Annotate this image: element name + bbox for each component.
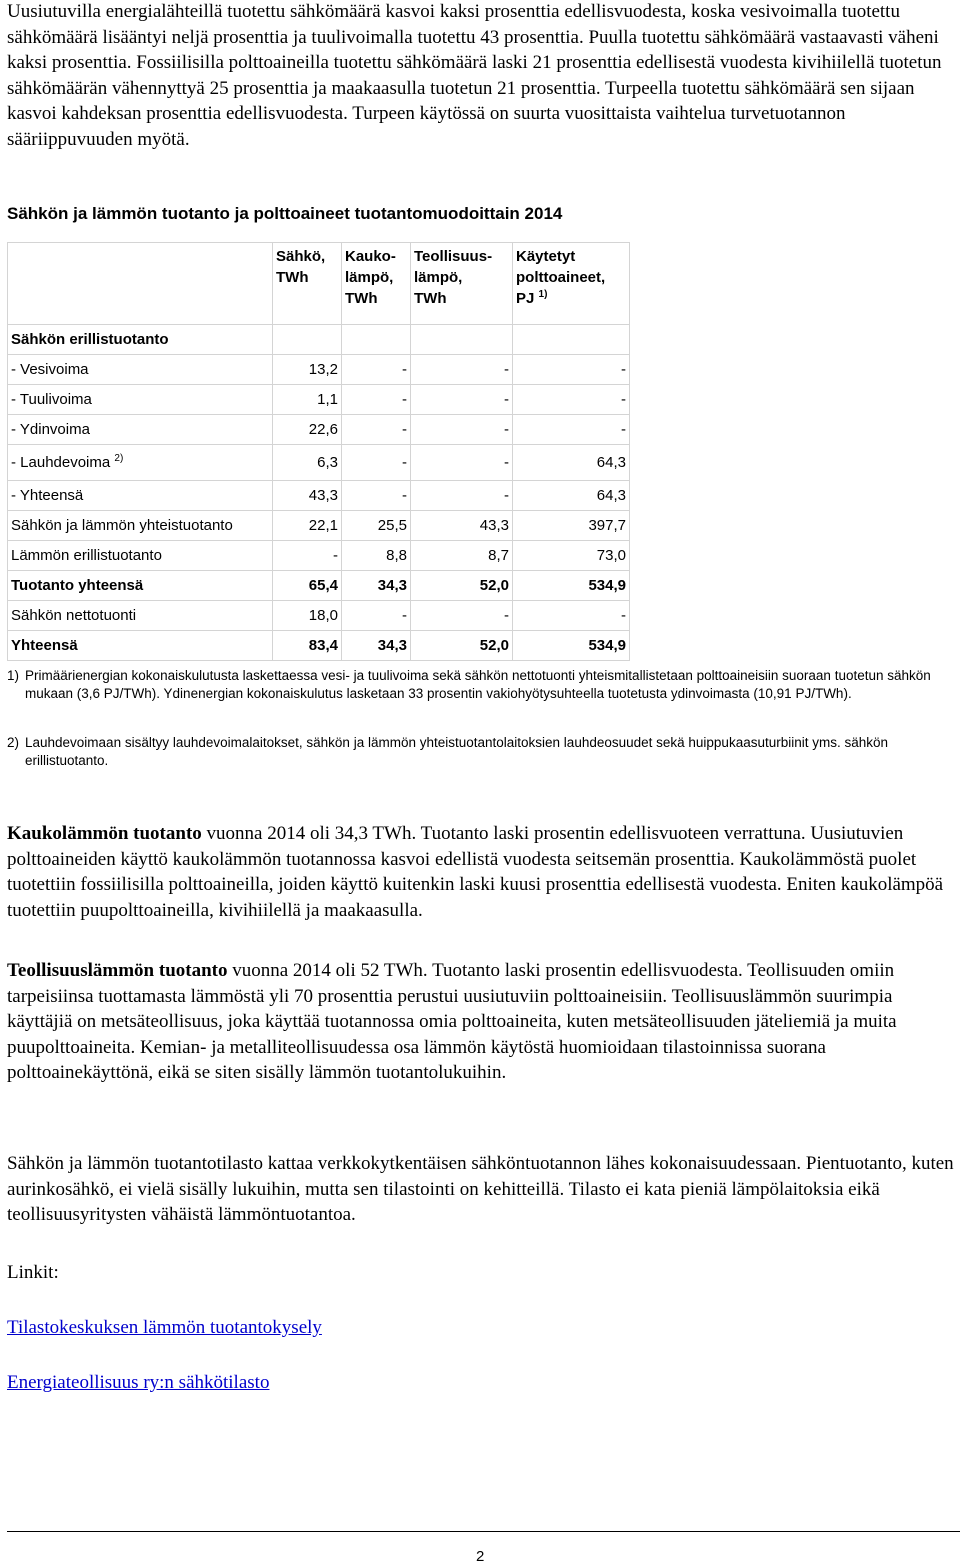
cell-fuels: - (513, 601, 630, 631)
cell-district-heat: - (342, 481, 411, 511)
cell-industrial-heat: - (411, 385, 513, 415)
page-number: 2 (476, 1548, 485, 1565)
table-group-row (8, 325, 630, 355)
table-row (8, 445, 630, 481)
cell-industrial-heat: - (411, 601, 513, 631)
industrial-heat-paragraph: Teollisuuslämmön tuotanto vuonna 2014 oli 52 TWh. Tuotanto laski prosentin edellisvuodesta. Teollisuuden omiin tarpeisiinsa tuottamasta lämmöstä yli 70 prosenttia perustui uusiutuviin polttoaineisiin. Teollisuuslämmön suurimpia käyttäjiä on metsäteollisuus, joka käyttää tuotannossa omia polttoaineita, kuten metsäteollisuuden jäteliemiä ja muita puupolttoaineita. Kemian- ja metalliteollisuudessa osa lämmön käytöstä huomioidaan tilastoinnissa suorana polttoainekäyttönä, eikä se siten sisälly lämmön tuotantolukuihin. (7, 960, 897, 1083)
cell-electricity: 65,4 (273, 571, 342, 601)
footnote-number: 1) (7, 668, 20, 683)
cell-electricity: 83,4 (273, 631, 342, 661)
footnote-number: 2) (7, 735, 20, 750)
cell-district-heat: 25,5 (342, 511, 411, 541)
cell-electricity: - (273, 541, 342, 571)
table-row (8, 631, 630, 661)
cell-electricity: 22,6 (273, 415, 342, 445)
cell-industrial-heat: 52,0 (411, 571, 513, 601)
table-row (8, 511, 630, 541)
row-label: Sähkön nettotuonti (8, 601, 273, 631)
row-label: Sähkön ja lämmön yhteistuotanto (8, 511, 273, 541)
table-row (8, 601, 630, 631)
table-body (8, 355, 630, 661)
footer-divider (7, 1531, 960, 1532)
cell-district-heat: - (342, 385, 411, 415)
header-industrial-heat: Teollisuus- lämpö, TWh (411, 243, 513, 325)
row-label: Tuotanto yhteensä (8, 571, 273, 601)
cell-industrial-heat: 52,0 (411, 631, 513, 661)
cell-industrial-heat: - (411, 355, 513, 385)
row-label: Yhteensä (8, 631, 273, 661)
cell-fuels: 73,0 (513, 541, 630, 571)
cell-fuels: 534,9 (513, 631, 630, 661)
cell-fuels: - (513, 355, 630, 385)
industrial-heat-lead: Teollisuuslämmön tuotanto (7, 960, 228, 981)
table-row (8, 385, 630, 415)
cell-fuels: 64,3 (513, 445, 630, 481)
district-heat-lead: Kaukolämmön tuotanto (7, 823, 202, 844)
footnote-text: Primäärienergian kokonaiskulutusta laskettaessa vesi- ja tuulivoima sekä sähkön nettotuonti yhteismitallistetaan polttoaineisiin suoraan tuotetun sähkön mukaan (3,6 PJ/TWh). Ydinenergian kokonaiskulutus lasketaan 33 prosentin vakiohyötysuhteella tuotetusta ydinvoimasta (10,91 PJ/TWh). (25, 668, 931, 701)
cell-district-heat: - (342, 601, 411, 631)
coverage-paragraph: Sähkön ja lämmön tuotantotilasto kattaa verkkokytkentäisen sähköntuotannon lähes kokonaisuudessaan. Pientuotanto, kuten aurinkosähkö, ei vielä sisälly lukuihin, mutta sen tilastointi on kehitteillä. Tilasto ei kata pieniä lämpölaitoksia eikä teollisuusyritysten vähäistä lämmöntuotantoa. (7, 1153, 954, 1225)
cell-district-heat: - (342, 355, 411, 385)
row-label: Lämmön erillistuotanto (8, 541, 273, 571)
row-label: - Vesivoima (8, 355, 273, 385)
link-heat-survey[interactable]: Tilastokeskuksen lämmön tuotantokysely (7, 1317, 322, 1338)
links-label: Linkit: (7, 1262, 59, 1283)
cell-industrial-heat: 43,3 (411, 511, 513, 541)
cell-district-heat: - (342, 445, 411, 481)
cell-district-heat: 8,8 (342, 541, 411, 571)
table-row (8, 571, 630, 601)
cell-fuels: 534,9 (513, 571, 630, 601)
district-heat-paragraph: Kaukolämmön tuotanto vuonna 2014 oli 34,3 TWh. Tuotanto laski prosentin edellisvuoteen verrattuna. Uusiutuvien polttoaineiden käyttö kaukolämmön tuotannossa kasvoi edellistä vuodesta seitsemän prosenttia. Kaukolämmöstä puolet tuotettiin fossiilisilla polttoaineilla, joiden käyttö kuitenkin laski kuusi prosenttia edellisestä vuodesta. Eniten kaukolämpöä tuotettiin puupolttoaineilla, kivihiilellä ja maakaasulla. (7, 823, 944, 921)
production-table (7, 242, 630, 661)
row-label: - Ydinvoima (8, 415, 273, 445)
cell-fuels: - (513, 415, 630, 445)
link-electricity-statistics[interactable]: Energiateollisuus ry:n sähkötilasto (7, 1372, 270, 1393)
footnote-text: Lauhdevoimaan sisältyy lauhdevoimalaitokset, sähkön ja lämmön yhteistuotantolaitoksien lauhdeosuudet sekä huippukaasuturbiinit yms. sähkön erillistuotanto. (25, 735, 889, 768)
header-district-heat: Kauko- lämpö, TWh (342, 243, 411, 325)
cell-industrial-heat: - (411, 445, 513, 481)
header-empty-cell (8, 243, 273, 325)
table-row (8, 355, 630, 385)
intro-paragraph: Uusiutuvilla energialähteillä tuotettu sähkömäärä kasvoi kaksi prosenttia edellisvuodesta, koska vesivoimalla tuotettu sähkömäärä lisääntyi neljä prosenttia ja tuulivoimalla tuotettu 43 prosenttia. Puulla tuotettu sähkömäärä vastaavasti väheni kaksi prosenttia. Fossiilisilla polttoaineilla tuotettu sähkömäärä laski 21 prosenttia edellisestä vuodesta kivihiilellä tuotetun sähkömäärän vähennyttyä 25 prosenttia ja maakaasulla tuotetun 21 prosenttia. Turpeella tuotettu sähkömäärä sen sijaan kasvoi kahdeksan prosenttia edellisvuodesta. Turpeen käytössä on suurta vuosittaista vaihtelua turvetuotannon sääriippuvuuden myötä. (7, 1, 942, 150)
row-label: - Yhteensä (8, 481, 273, 511)
cell-district-heat: - (342, 415, 411, 445)
cell-fuels: 397,7 (513, 511, 630, 541)
cell-electricity: 1,1 (273, 385, 342, 415)
table-title: Sähkön ja lämmön tuotanto ja polttoaineet tuotantomuodoittain 2014 (7, 204, 563, 223)
row-label: - Lauhdevoima $^{2)}$ (8, 445, 273, 481)
cell-district-heat: 34,3 (342, 631, 411, 661)
table-header-row (8, 243, 630, 325)
footnote-2 (7, 734, 960, 770)
table-row (8, 541, 630, 571)
cell-electricity: 6,3 (273, 445, 342, 481)
cell-electricity: 13,2 (273, 355, 342, 385)
table-row (8, 481, 630, 511)
table-row (8, 415, 630, 445)
cell-district-heat: 34,3 (342, 571, 411, 601)
cell-electricity: 18,0 (273, 601, 342, 631)
cell-industrial-heat: 8,7 (411, 541, 513, 571)
cell-electricity: 43,3 (273, 481, 342, 511)
row-label: - Tuulivoima (8, 385, 273, 415)
header-electricity: Sähkö, TWh (273, 243, 342, 325)
cell-fuels: 64,3 (513, 481, 630, 511)
footnote-1 (7, 667, 960, 703)
cell-industrial-heat: - (411, 415, 513, 445)
header-fuels: Käytetyt polttoaineet, PJ $^{1)}$ (513, 243, 630, 325)
cell-electricity: 22,1 (273, 511, 342, 541)
cell-industrial-heat: - (411, 481, 513, 511)
group-label: Sähkön erillistuotanto (8, 325, 273, 355)
cell-fuels: - (513, 385, 630, 415)
